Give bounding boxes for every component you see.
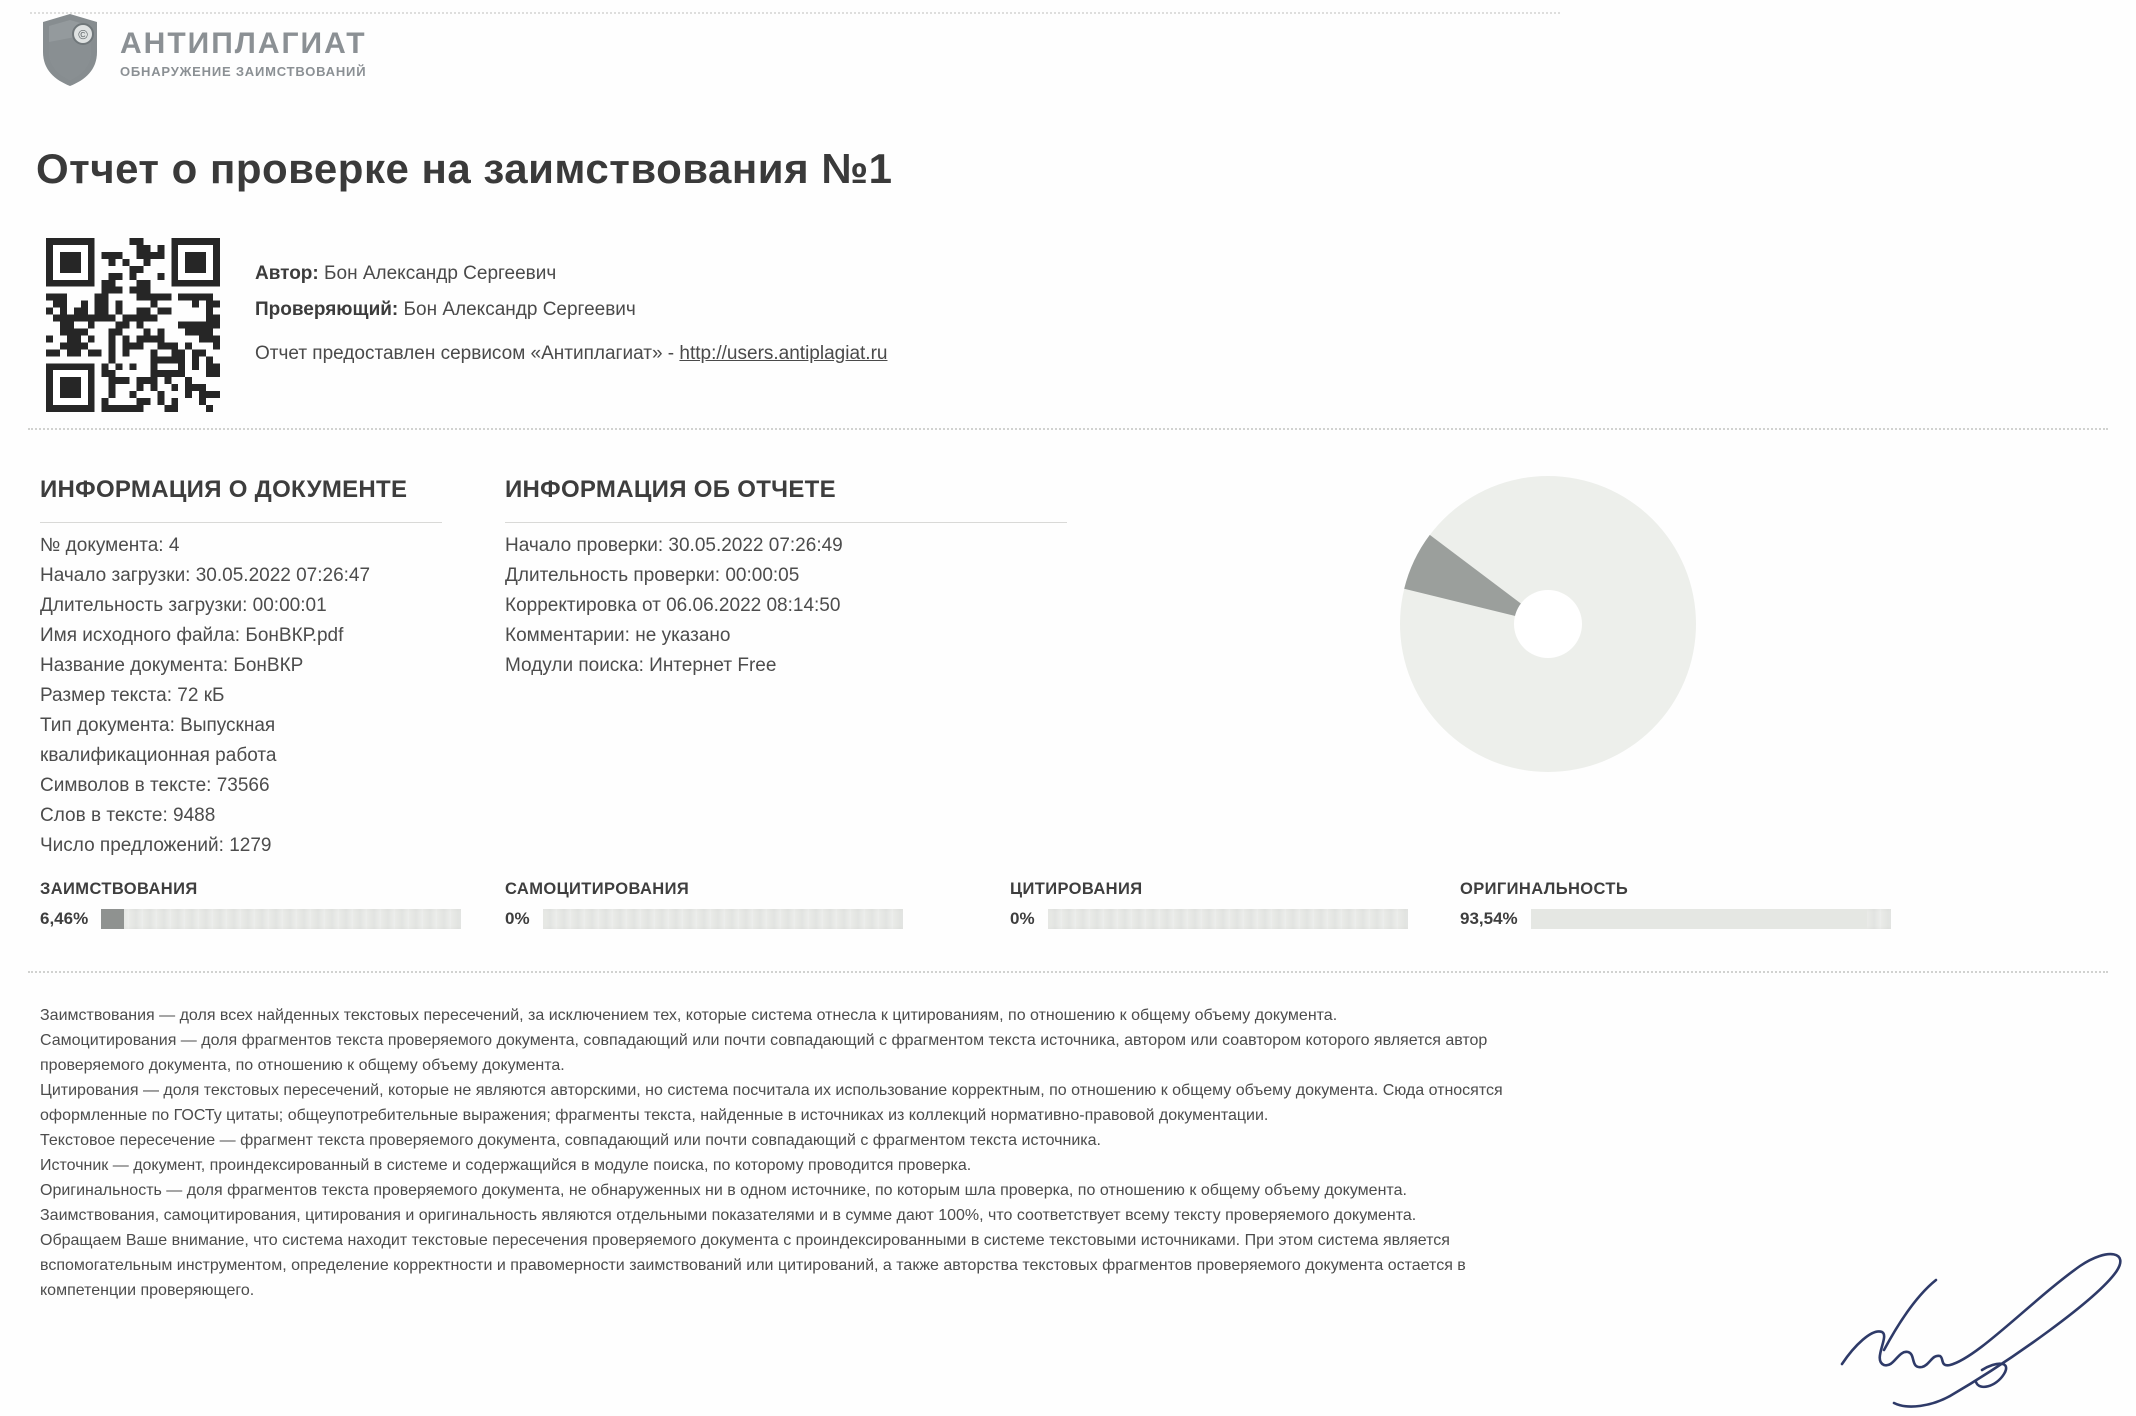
document-info-section (40, 476, 442, 861)
metric-borrowings (40, 880, 461, 929)
service-line (255, 342, 887, 366)
doc-info-line: Символов в тексте: 73566 (40, 775, 270, 796)
definition-paragraph: Оригинальность — доля фрагментов текста проверяемого документа, не обнаруженных ни в одном источнике, по которым шла проверка, по отношению к общему объему документа. (40, 1182, 1407, 1199)
doc-info-line: Название документа: БонВКР (40, 655, 304, 676)
reviewer-value: Бон Александр Сергеевич (403, 299, 636, 320)
logo-subtitle: ОБНАРУЖЕНИЕ ЗАИМСТВОВАНИЙ (120, 63, 367, 79)
divider-bottom (28, 971, 2108, 973)
report-info-line: Комментарии: не указано (505, 625, 731, 646)
doc-info-line: Размер текста: 72 кБ (40, 685, 225, 706)
definition-paragraph: Заимствования, самоцитирования, цитирования и оригинальность являются отдельными показателями и в сумме дают 100%, что соответствует всему тексту проверяемого документа. (40, 1207, 1417, 1224)
document-info-list (40, 531, 442, 861)
doc-info-line: Тип документа: Выпускная квалификационная работа (40, 715, 277, 766)
metric-label: ЦИТИРОВАНИЯ (1010, 880, 1143, 898)
doc-info-line: Длительность загрузки: 00:00:01 (40, 595, 327, 616)
report-info-section (505, 476, 1067, 681)
definitions-section (40, 1003, 1540, 1303)
signature (1832, 1238, 2128, 1416)
doc-info-line: № документа: 4 (40, 535, 180, 556)
metric-bar-fill (1531, 909, 1868, 929)
report-meta (255, 262, 887, 366)
metric-bar-fill (101, 909, 124, 929)
metric-bar (1531, 909, 1891, 929)
qr-code (44, 238, 222, 412)
divider-top (28, 428, 2108, 430)
reviewer-label: Проверяющий: (255, 299, 399, 320)
definition-paragraph: Заимствования — доля всех найденных текстовых пересечений, за исключением тех, которые система отнесла к цитированиям, по отношению к общему объему документа. (40, 1007, 1338, 1024)
definition-paragraph: Обращаем Ваше внимание, что система находит текстовые пересечения проверяемого документа с проиндексированными в системе текстовыми источниками. При этом система является вспомогательным инструментом, определение корректности и правомерности заимствований или цитирований, а также авторства текстовых фрагментов проверяемого документа остается в компетенции проверяющего. (40, 1232, 1466, 1299)
metric-bar (101, 909, 461, 929)
metric-label: САМОЦИТИРОВАНИЯ (505, 880, 690, 898)
report-info-line: Корректировка от 06.06.2022 08:14:50 (505, 595, 841, 616)
report-info-line: Начало проверки: 30.05.2022 07:26:49 (505, 535, 843, 556)
doc-info-line: Начало загрузки: 30.05.2022 07:26:47 (40, 565, 371, 586)
metric-label: ОРИГИНАЛЬНОСТЬ (1460, 880, 1629, 898)
doc-info-line: Число предложений: 1279 (40, 835, 272, 856)
report-info-heading: ИНФОРМАЦИЯ ОБ ОТЧЕТЕ (505, 476, 1067, 523)
definition-paragraph: Источник — документ, проиндексированный в системе и содержащийся в модуле поиска, по которому проводится проверка. (40, 1157, 972, 1174)
metric-value: 6,46% (40, 909, 89, 928)
doc-info-line: Слов в тексте: 9488 (40, 805, 216, 826)
originality-pie-chart (1400, 476, 1696, 772)
definition-paragraph: Текстовое пересечение — фрагмент текста проверяемого документа, совпадающий или почти совпадающий с фрагментом текста источника. (40, 1132, 1101, 1149)
definition-paragraph: Самоцитирования — доля фрагментов текста проверяемого документа, совпадающий или почти совпадающий с фрагментом текста источника, автором или соавтором которого является автор проверяемого документа, по отношению к общему объему документа. (40, 1032, 1488, 1074)
metric-bar (1048, 909, 1408, 929)
author-label: Автор: (255, 263, 319, 284)
svg-text:©: © (78, 27, 88, 42)
report-info-line: Длительность проверки: 00:00:05 (505, 565, 800, 586)
metric-value: 0% (1010, 909, 1035, 928)
metric-label: ЗАИМСТВОВАНИЯ (40, 880, 198, 898)
metric-originality (1460, 880, 1891, 929)
logo-title: АНТИПЛАГИАТ (120, 26, 367, 60)
metric-bar (543, 909, 903, 929)
metric-value: 0% (505, 909, 530, 928)
antiplagiat-logo (40, 12, 367, 93)
service-note: Отчет предоставлен сервисом «Антиплагиат» - (255, 343, 675, 364)
author-value: Бон Александр Сергеевич (324, 263, 557, 284)
metric-value: 93,54% (1460, 909, 1518, 928)
author-line (255, 262, 887, 286)
service-link[interactable]: http://users.antiplagiat.ru (679, 343, 888, 364)
definition-paragraph: Цитирования — доля текстовых пересечений, которые не являются авторскими, но система посчитала их использование корректным, по отношению к общему объему документа. Сюда относятся оформленные по ГОСТу цитаты; общеупотребительные выражения; фрагменты текста, найденные в источниках из коллекций нормативно-правовой документации. (40, 1082, 1503, 1124)
metric-citations (1010, 880, 1408, 929)
report-info-list (505, 531, 1067, 681)
reviewer-line (255, 298, 887, 322)
doc-info-line: Имя исходного файла: БонВКР.pdf (40, 625, 344, 646)
metric-self-citations (505, 880, 903, 929)
document-info-heading: ИНФОРМАЦИЯ О ДОКУМЕНТЕ (40, 476, 442, 523)
page-title: Отчет о проверке на заимствования №1 (36, 145, 893, 192)
shield-logo-icon (40, 12, 100, 93)
report-info-line: Модули поиска: Интернет Free (505, 655, 777, 676)
